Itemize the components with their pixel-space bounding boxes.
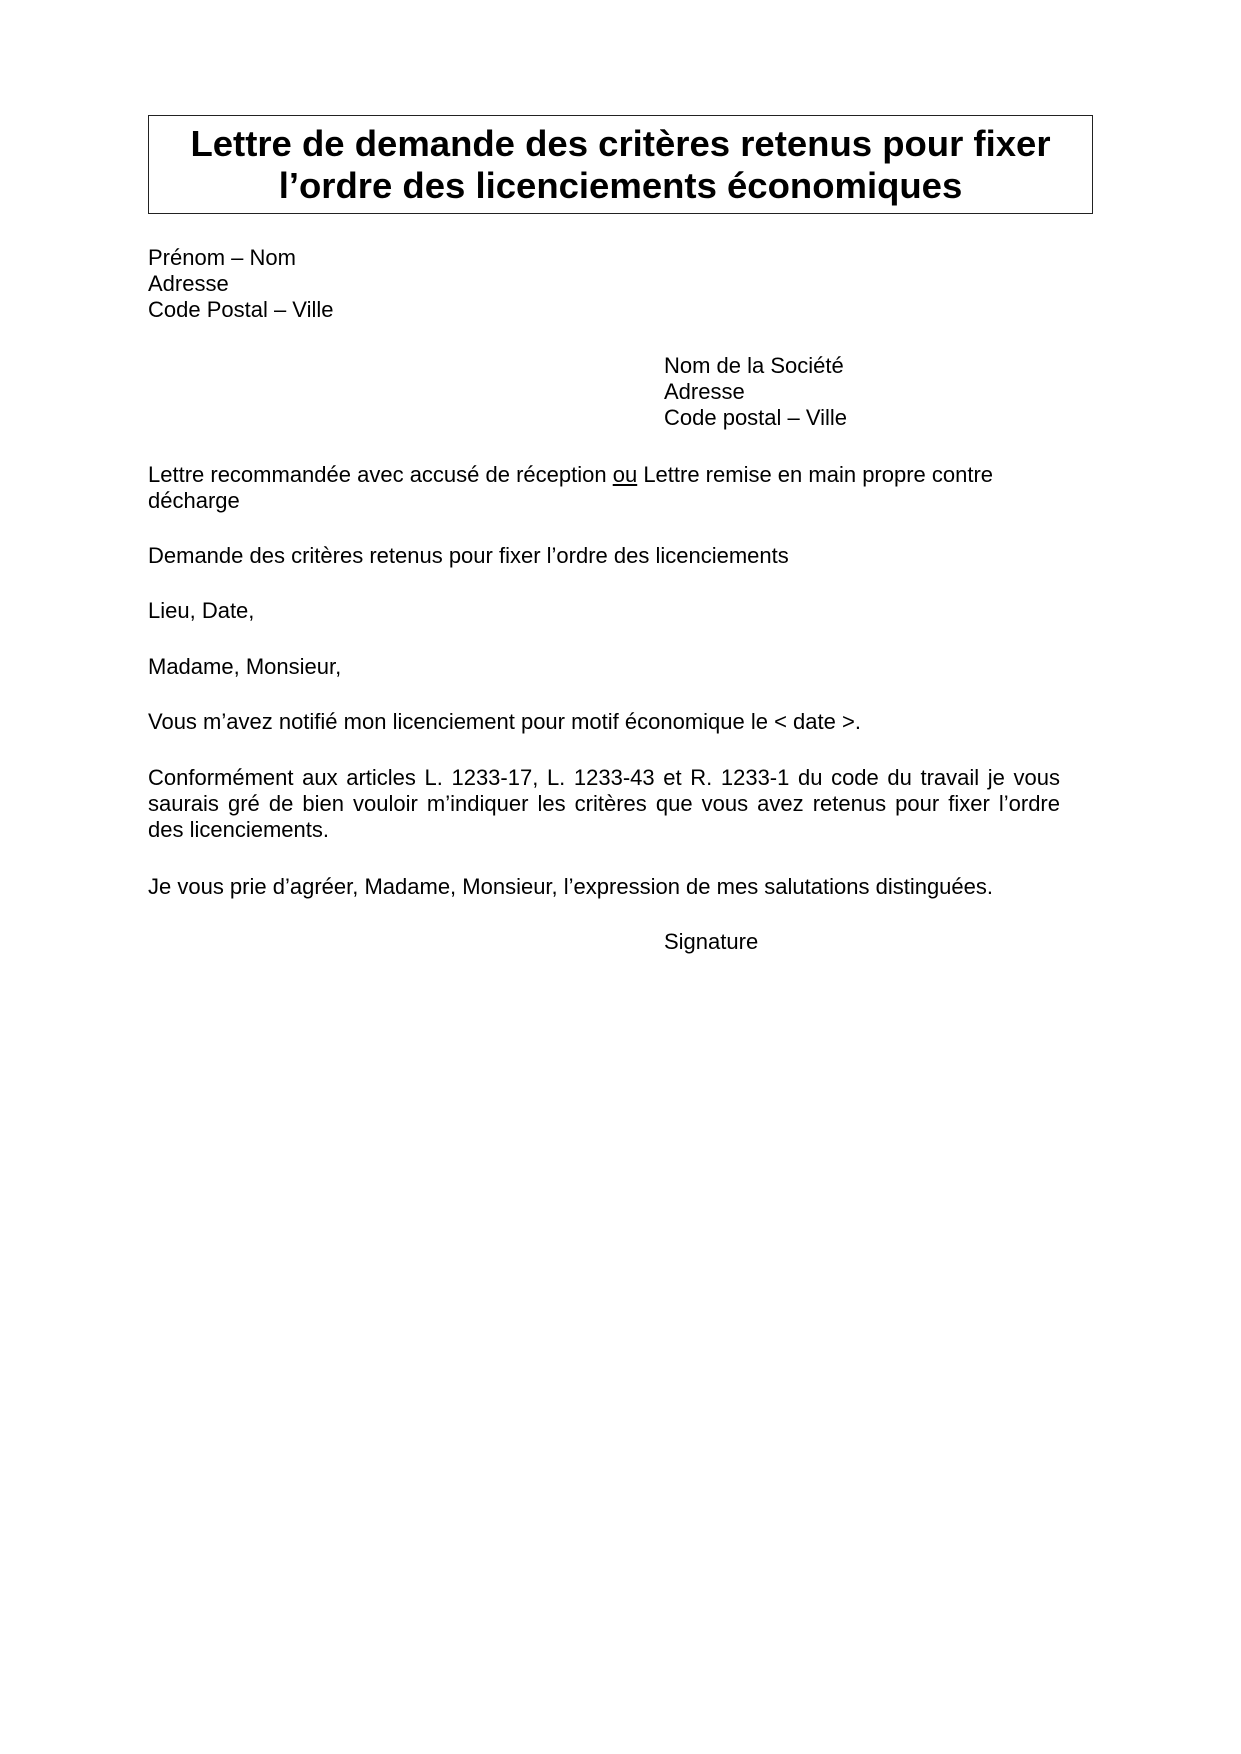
paragraph-request: Conformément aux articles L. 1233-17, L. 1233-43 et R. 1233-1 du code du travail je vous saurais gré de bien vouloir m’indiquer les critères que vous avez retenus pour fixer l’ordre des licenciements.	[148, 765, 1060, 842]
recipient-address: Adresse	[664, 379, 745, 404]
delivery-method-registered: Lettre recommandée avec accusé de réception	[148, 462, 613, 487]
document-title-line-1: Lettre de demande des critères retenus pour fixer	[190, 122, 1051, 164]
document-title-box	[148, 115, 1093, 214]
sender-city: Code Postal – Ville	[148, 297, 334, 322]
recipient-address-block	[664, 353, 847, 431]
place-date: Lieu, Date,	[148, 598, 255, 623]
recipient-company: Nom de la Société	[664, 353, 844, 378]
document-title	[190, 123, 1050, 207]
sender-name: Prénom – Nom	[148, 245, 296, 270]
delivery-method-or: ou	[612, 462, 638, 487]
signature: Signature	[664, 929, 759, 954]
document-title-line-2: l’ordre des licenciements économiques	[278, 164, 963, 206]
letter-subject: Demande des critères retenus pour fixer l’ordre des licenciements	[148, 543, 789, 568]
delivery-method	[148, 462, 1060, 514]
delivery-method-hand: Lettre remise en main propre contre décharge	[148, 462, 994, 513]
recipient-city: Code postal – Ville	[664, 405, 848, 430]
closing-formula: Je vous prie d’agréer, Madame, Monsieur, l’expression de mes salutations distinguées.	[148, 874, 994, 899]
sender-address: Adresse	[148, 271, 229, 296]
sender-address-block	[148, 245, 334, 323]
paragraph-notification: Vous m’avez notifié mon licenciement pour motif économique le < date >.	[148, 709, 861, 734]
salutation: Madame, Monsieur,	[148, 654, 342, 679]
